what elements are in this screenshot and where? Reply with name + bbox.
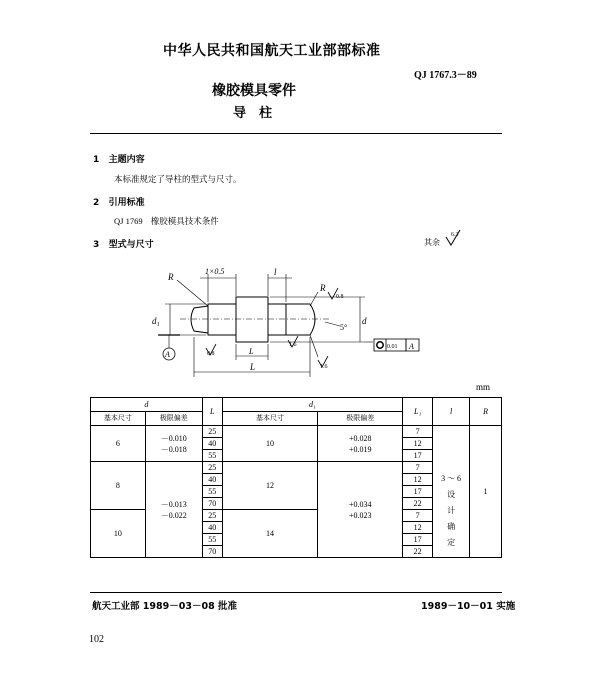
- cell-d-tol-8-10: －0.013 －0.022: [145, 462, 202, 558]
- section-2-title: 引用标准: [108, 198, 145, 208]
- cell-L1: 12: [403, 474, 433, 486]
- pillar-left-chamfer: [191, 306, 208, 333]
- header-L: L: [202, 398, 222, 426]
- cell-d-10: 10: [91, 510, 146, 558]
- drawing-label-chamfer: 1×0.5: [205, 267, 225, 276]
- cell-d-6: 6: [91, 426, 146, 462]
- cell-L: 25: [202, 510, 222, 522]
- org-title: 中华人民共和国航天工业部部标准: [163, 43, 381, 59]
- cell-L1: 17: [403, 534, 433, 546]
- cell-L: 40: [202, 522, 222, 534]
- roughness-prefix: 其余: [424, 238, 440, 247]
- section-1-title: 主题内容: [108, 155, 145, 165]
- cell-l-range: 3 ～ 6 设 计 确 定: [433, 426, 470, 558]
- header-L1: L₁: [403, 398, 433, 426]
- drawing-label-datum: A: [165, 350, 170, 359]
- drawing-label-L: L: [250, 362, 256, 372]
- cell-d1-14: 14: [222, 510, 318, 558]
- cell-L: 70: [202, 498, 222, 510]
- header-d1-tolerance: 极限偏差: [318, 412, 403, 426]
- effective-date: 1989－10－01 实施: [421, 601, 516, 612]
- cell-L: 55: [202, 534, 222, 546]
- drawing-label-r-left: R: [168, 272, 174, 282]
- cell-L: 55: [202, 450, 222, 462]
- cell-L1: 7: [403, 510, 433, 522]
- header-l: l: [433, 398, 470, 426]
- header-d1-basic: 基本尺寸: [222, 412, 318, 426]
- concentricity-icon: [377, 342, 383, 348]
- cell-L1: 17: [403, 486, 433, 498]
- drawing-label-d1: d₁: [152, 316, 160, 326]
- cell-d-tol-6: －0.010 －0.018: [145, 426, 202, 462]
- cell-L: 70: [202, 546, 222, 558]
- drawing-label-d: d: [362, 316, 367, 326]
- doc-title-line1: 橡胶模具零件: [212, 83, 296, 99]
- header-R: R: [470, 398, 502, 426]
- cell-L: 40: [202, 474, 222, 486]
- page-number: 102: [89, 634, 104, 645]
- pillar-right-nose: [286, 304, 315, 335]
- cell-d1-tol-12-14: +0.034 +0.023: [318, 462, 403, 558]
- drawing-rough-08b: 0.8: [207, 351, 215, 357]
- roughness-symbol-icon: [444, 228, 470, 250]
- cell-L1: 22: [403, 498, 433, 510]
- drawing-rough-08a: 0.8: [336, 294, 344, 300]
- guide-pillar-drawing: [150, 262, 450, 382]
- roughness-value: 6.3: [451, 232, 459, 238]
- drawing-label-angle: 5°: [340, 323, 348, 332]
- drawing-label-L-lower: L: [249, 347, 254, 356]
- pillar-neck: [268, 304, 286, 335]
- dimension-table: [90, 397, 502, 558]
- cell-L1: 17: [403, 450, 433, 462]
- cell-L1: 7: [403, 462, 433, 474]
- cell-L1: 22: [403, 546, 433, 558]
- approval-note: 航天工业部 1989－03－08 批准: [92, 601, 237, 612]
- tolerance-value: 0.01: [387, 344, 398, 350]
- cell-d1-10: 10: [222, 426, 318, 462]
- section-3-number: 3: [93, 240, 100, 250]
- header-d-basic: 基本尺寸: [91, 412, 146, 426]
- section-1-number: 1: [93, 155, 100, 165]
- reference-title: 橡胶模具技术条件: [150, 217, 219, 227]
- cell-R-value: 1: [470, 426, 502, 558]
- section-1-heading: [93, 152, 145, 165]
- standard-code: QJ 1767.3－89: [414, 70, 477, 81]
- cell-L: 25: [202, 426, 222, 438]
- section-2-reference: [114, 215, 219, 227]
- drawing-label-l: l: [274, 267, 277, 277]
- cell-L1: 7: [403, 426, 433, 438]
- footer-rule: [90, 592, 502, 593]
- section-3-title: 型式与尺寸: [108, 240, 154, 250]
- pillar-collar: [236, 297, 268, 342]
- cell-L: 55: [202, 486, 222, 498]
- header-rule: [90, 133, 502, 134]
- pillar-left-section: [208, 304, 236, 335]
- header-d: d: [91, 398, 203, 412]
- doc-title-line2: 导 柱: [233, 106, 273, 121]
- cell-d1-tol-10: +0.028 +0.019: [318, 426, 403, 462]
- cell-d-8: 8: [91, 462, 146, 510]
- cell-d1-12: 12: [222, 462, 318, 510]
- cell-L1: 12: [403, 522, 433, 534]
- cell-L: 40: [202, 438, 222, 450]
- drawing-label-r-right: R: [320, 283, 326, 293]
- cell-L1: 12: [403, 438, 433, 450]
- section-3-heading: [93, 237, 154, 250]
- reference-code: QJ 1769: [114, 216, 143, 226]
- section-2-number: 2: [93, 198, 100, 208]
- general-roughness-note: [424, 237, 440, 248]
- table-unit: mm: [476, 382, 491, 392]
- cell-L: 25: [202, 462, 222, 474]
- section-1-body: 本标准规定了导柱的型式与尺寸。: [114, 175, 242, 185]
- tolerance-datum: A: [409, 342, 414, 351]
- header-d1: d₁: [222, 398, 403, 412]
- drawing-rough-16b: 1.6: [320, 364, 328, 370]
- header-d-tolerance: 极限偏差: [145, 412, 202, 426]
- section-2-heading: [93, 195, 145, 208]
- drawing-rough-16: 1.6: [289, 342, 297, 348]
